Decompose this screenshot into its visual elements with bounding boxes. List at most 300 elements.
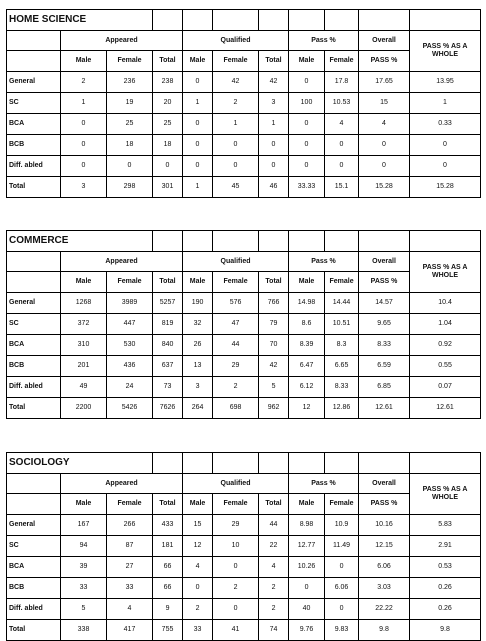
row-label: BCB: [7, 356, 61, 377]
data-cell: 3.03: [359, 578, 410, 599]
header-appeared: Appeared: [61, 252, 183, 272]
data-cell: 755: [153, 620, 183, 641]
header-male: Male: [183, 494, 213, 515]
data-cell: 338: [61, 620, 107, 641]
table-row: [7, 72, 481, 93]
data-cell: 41: [213, 620, 259, 641]
header-female: Female: [213, 51, 259, 72]
header-total: Total: [259, 272, 289, 293]
blank-cell: [7, 494, 61, 515]
blank-cell: [153, 10, 183, 31]
data-cell: 32: [183, 314, 213, 335]
data-cell: 5.83: [410, 515, 481, 536]
data-cell: 0: [410, 135, 481, 156]
header-male: Male: [289, 494, 325, 515]
data-cell: 0: [183, 156, 213, 177]
row-label: General: [7, 72, 61, 93]
data-cell: 0: [183, 72, 213, 93]
data-cell: 10.4: [410, 293, 481, 314]
data-cell: 13.95: [410, 72, 481, 93]
table-row: [7, 135, 481, 156]
row-label: Diff. abled: [7, 156, 61, 177]
data-cell: 5: [61, 599, 107, 620]
blank-cell: [289, 231, 325, 252]
blank-cell: [410, 453, 481, 474]
data-cell: 15: [183, 515, 213, 536]
data-cell: 0.26: [410, 578, 481, 599]
data-cell: 0: [410, 156, 481, 177]
data-cell: 433: [153, 515, 183, 536]
data-cell: 1: [259, 114, 289, 135]
table-row: [7, 114, 481, 135]
data-cell: 0: [107, 156, 153, 177]
data-cell: 0: [213, 557, 259, 578]
table-sociology: [6, 452, 480, 641]
data-cell: 2: [183, 599, 213, 620]
data-cell: 0: [289, 114, 325, 135]
data-cell: 8.39: [289, 335, 325, 356]
row-label: General: [7, 515, 61, 536]
data-cell: 2.91: [410, 536, 481, 557]
header-pass-pct: Pass %: [289, 252, 359, 272]
header-female: Female: [325, 272, 359, 293]
data-cell: 22: [259, 536, 289, 557]
blank-cell: [325, 231, 359, 252]
data-cell: 236: [107, 72, 153, 93]
sub-header-row: [7, 272, 481, 293]
blank-cell: [325, 10, 359, 31]
header-qualified: Qualified: [183, 31, 289, 51]
header-female: Female: [213, 272, 259, 293]
header-pass-pct: Pass %: [289, 31, 359, 51]
data-cell: 9.8: [359, 620, 410, 641]
blank-cell: [183, 231, 213, 252]
header-pass-pct: Pass %: [289, 474, 359, 494]
data-cell: 0: [289, 72, 325, 93]
row-label: BCA: [7, 114, 61, 135]
blank-cell: [410, 231, 481, 252]
data-cell: 3989: [107, 293, 153, 314]
data-cell: 6.06: [325, 578, 359, 599]
data-cell: 10.51: [325, 314, 359, 335]
header-male: Male: [61, 272, 107, 293]
blank-cell: [325, 453, 359, 474]
data-cell: 298: [107, 177, 153, 198]
data-cell: 25: [107, 114, 153, 135]
data-cell: 417: [107, 620, 153, 641]
blank-cell: [359, 231, 410, 252]
header-pass-whole: PASS % AS A WHOLE: [410, 31, 481, 72]
data-cell: 0: [325, 557, 359, 578]
data-cell: 8.3: [325, 335, 359, 356]
results-table: [6, 9, 481, 198]
data-cell: 698: [213, 398, 259, 419]
blank-cell: [359, 453, 410, 474]
data-cell: 962: [259, 398, 289, 419]
data-cell: 372: [61, 314, 107, 335]
header-overall: Overall: [359, 252, 410, 272]
data-cell: 530: [107, 335, 153, 356]
data-cell: 0: [183, 114, 213, 135]
header-overall: Overall: [359, 31, 410, 51]
blank-cell: [289, 453, 325, 474]
table-row: [7, 578, 481, 599]
blank-cell: [359, 10, 410, 31]
data-cell: 4: [359, 114, 410, 135]
row-label: Total: [7, 620, 61, 641]
data-cell: 3: [183, 377, 213, 398]
table-row: [7, 335, 481, 356]
blank-cell: [289, 10, 325, 31]
blank-cell: [7, 474, 61, 494]
data-cell: 10.16: [359, 515, 410, 536]
table-row: [7, 156, 481, 177]
group-header-row: [7, 474, 481, 494]
data-cell: 9.76: [289, 620, 325, 641]
data-cell: 2: [61, 72, 107, 93]
table-home-science: [6, 9, 480, 198]
data-cell: 167: [61, 515, 107, 536]
blank-cell: [7, 31, 61, 51]
data-cell: 4: [325, 114, 359, 135]
data-cell: 0: [183, 578, 213, 599]
data-cell: 15.28: [410, 177, 481, 198]
data-cell: 4: [107, 599, 153, 620]
data-cell: 73: [153, 377, 183, 398]
data-cell: 12: [183, 536, 213, 557]
data-cell: 0: [325, 599, 359, 620]
blank-cell: [213, 10, 259, 31]
header-female: Female: [107, 494, 153, 515]
data-cell: 10.26: [289, 557, 325, 578]
header-female: Female: [325, 494, 359, 515]
data-cell: 0: [259, 156, 289, 177]
data-cell: 6.59: [359, 356, 410, 377]
data-cell: 39: [61, 557, 107, 578]
data-cell: 201: [61, 356, 107, 377]
row-label: Total: [7, 398, 61, 419]
header-total: Total: [153, 494, 183, 515]
data-cell: 10: [213, 536, 259, 557]
row-label: SC: [7, 536, 61, 557]
group-header-row: [7, 252, 481, 272]
data-cell: 40: [289, 599, 325, 620]
data-cell: 17.65: [359, 72, 410, 93]
data-cell: 0: [359, 135, 410, 156]
header-male: Male: [289, 272, 325, 293]
data-cell: 74: [259, 620, 289, 641]
data-cell: 1268: [61, 293, 107, 314]
header-male: Male: [61, 51, 107, 72]
row-label: SC: [7, 314, 61, 335]
data-cell: 15: [359, 93, 410, 114]
data-cell: 2200: [61, 398, 107, 419]
data-cell: 5426: [107, 398, 153, 419]
data-cell: 3: [259, 93, 289, 114]
table-row: [7, 293, 481, 314]
data-cell: 87: [107, 536, 153, 557]
blank-cell: [153, 453, 183, 474]
data-cell: 100: [289, 93, 325, 114]
header-overall-pass: PASS %: [359, 272, 410, 293]
blank-cell: [183, 453, 213, 474]
table-row: [7, 620, 481, 641]
data-cell: 576: [213, 293, 259, 314]
data-cell: 0: [213, 599, 259, 620]
data-cell: 10.9: [325, 515, 359, 536]
table-row: [7, 557, 481, 578]
data-cell: 1: [183, 177, 213, 198]
row-label: SC: [7, 93, 61, 114]
table-title: HOME SCIENCE: [7, 10, 153, 31]
data-cell: 310: [61, 335, 107, 356]
data-cell: 0: [259, 135, 289, 156]
data-cell: 22.22: [359, 599, 410, 620]
table-row: [7, 398, 481, 419]
data-cell: 20: [153, 93, 183, 114]
blank-cell: [183, 10, 213, 31]
header-male: Male: [183, 51, 213, 72]
data-cell: 42: [213, 72, 259, 93]
data-cell: 14.57: [359, 293, 410, 314]
header-total: Total: [259, 51, 289, 72]
header-male: Male: [289, 51, 325, 72]
data-cell: 45: [213, 177, 259, 198]
data-cell: 0: [289, 135, 325, 156]
data-cell: 0.26: [410, 599, 481, 620]
data-cell: 7626: [153, 398, 183, 419]
title-row: [7, 10, 481, 31]
data-cell: 9.8: [410, 620, 481, 641]
data-cell: 13: [183, 356, 213, 377]
table-title: COMMERCE: [7, 231, 153, 252]
table-commerce: [6, 230, 480, 419]
data-cell: 29: [213, 515, 259, 536]
data-cell: 47: [213, 314, 259, 335]
data-cell: 637: [153, 356, 183, 377]
data-cell: 0: [289, 578, 325, 599]
blank-cell: [153, 231, 183, 252]
header-overall-pass: PASS %: [359, 51, 410, 72]
data-cell: 12: [289, 398, 325, 419]
header-qualified: Qualified: [183, 252, 289, 272]
data-cell: 11.49: [325, 536, 359, 557]
data-cell: 2: [259, 578, 289, 599]
data-cell: 2: [213, 377, 259, 398]
data-cell: 8.33: [359, 335, 410, 356]
data-cell: 6.12: [289, 377, 325, 398]
data-cell: 25: [153, 114, 183, 135]
blank-cell: [410, 10, 481, 31]
data-cell: 44: [213, 335, 259, 356]
data-cell: 12.77: [289, 536, 325, 557]
data-cell: 42: [259, 72, 289, 93]
data-cell: 447: [107, 314, 153, 335]
data-cell: 6.06: [359, 557, 410, 578]
data-cell: 19: [107, 93, 153, 114]
data-cell: 27: [107, 557, 153, 578]
data-cell: 0.55: [410, 356, 481, 377]
blank-cell: [213, 453, 259, 474]
data-cell: 18: [107, 135, 153, 156]
header-appeared: Appeared: [61, 474, 183, 494]
data-cell: 766: [259, 293, 289, 314]
data-cell: 24: [107, 377, 153, 398]
header-pass-whole: PASS % AS A WHOLE: [410, 252, 481, 293]
data-cell: 17.8: [325, 72, 359, 93]
blank-cell: [259, 231, 289, 252]
data-cell: 94: [61, 536, 107, 557]
blank-cell: [7, 272, 61, 293]
data-cell: 0.07: [410, 377, 481, 398]
data-cell: 49: [61, 377, 107, 398]
data-cell: 2: [259, 599, 289, 620]
data-cell: 1: [410, 93, 481, 114]
data-cell: 4: [183, 557, 213, 578]
header-total: Total: [153, 272, 183, 293]
data-cell: 12.15: [359, 536, 410, 557]
table-row: [7, 536, 481, 557]
data-cell: 301: [153, 177, 183, 198]
header-total: Total: [259, 494, 289, 515]
data-cell: 0: [61, 135, 107, 156]
data-cell: 6.65: [325, 356, 359, 377]
header-total: Total: [153, 51, 183, 72]
data-cell: 14.44: [325, 293, 359, 314]
data-cell: 1: [213, 114, 259, 135]
data-cell: 0: [325, 135, 359, 156]
data-cell: 12.86: [325, 398, 359, 419]
header-overall: Overall: [359, 474, 410, 494]
row-label: Total: [7, 177, 61, 198]
title-row: [7, 231, 481, 252]
row-label: Diff. abled: [7, 377, 61, 398]
row-label: General: [7, 293, 61, 314]
data-cell: 42: [259, 356, 289, 377]
data-cell: 238: [153, 72, 183, 93]
data-cell: 436: [107, 356, 153, 377]
data-cell: 266: [107, 515, 153, 536]
data-cell: 1: [61, 93, 107, 114]
header-male: Male: [183, 272, 213, 293]
header-appeared: Appeared: [61, 31, 183, 51]
blank-cell: [7, 51, 61, 72]
data-cell: 0: [153, 156, 183, 177]
data-cell: 5257: [153, 293, 183, 314]
data-cell: 12.61: [359, 398, 410, 419]
table-row: [7, 93, 481, 114]
header-qualified: Qualified: [183, 474, 289, 494]
data-cell: 3: [61, 177, 107, 198]
data-cell: 9: [153, 599, 183, 620]
data-cell: 264: [183, 398, 213, 419]
table-row: [7, 377, 481, 398]
data-cell: 8.33: [325, 377, 359, 398]
header-female: Female: [107, 272, 153, 293]
table-row: [7, 177, 481, 198]
data-cell: 79: [259, 314, 289, 335]
data-cell: 6.85: [359, 377, 410, 398]
header-male: Male: [61, 494, 107, 515]
group-header-row: [7, 31, 481, 51]
data-cell: 181: [153, 536, 183, 557]
blank-cell: [259, 10, 289, 31]
data-cell: 1.04: [410, 314, 481, 335]
table-row: [7, 599, 481, 620]
header-female: Female: [213, 494, 259, 515]
data-cell: 9.83: [325, 620, 359, 641]
row-label: BCB: [7, 135, 61, 156]
data-cell: 15.1: [325, 177, 359, 198]
data-cell: 0: [183, 135, 213, 156]
data-cell: 840: [153, 335, 183, 356]
results-table: [6, 230, 481, 419]
row-label: BCA: [7, 557, 61, 578]
data-cell: 12.61: [410, 398, 481, 419]
data-cell: 14.98: [289, 293, 325, 314]
data-cell: 8.6: [289, 314, 325, 335]
sub-header-row: [7, 494, 481, 515]
data-cell: 190: [183, 293, 213, 314]
data-cell: 0: [61, 114, 107, 135]
data-cell: 8.98: [289, 515, 325, 536]
data-cell: 33: [61, 578, 107, 599]
data-cell: 10.53: [325, 93, 359, 114]
results-table: [6, 452, 481, 641]
data-cell: 18: [153, 135, 183, 156]
data-cell: 0.92: [410, 335, 481, 356]
data-cell: 4: [259, 557, 289, 578]
data-cell: 46: [259, 177, 289, 198]
data-cell: 0: [359, 156, 410, 177]
data-cell: 29: [213, 356, 259, 377]
row-label: BCB: [7, 578, 61, 599]
data-cell: 66: [153, 578, 183, 599]
data-cell: 70: [259, 335, 289, 356]
header-female: Female: [325, 51, 359, 72]
data-cell: 1: [183, 93, 213, 114]
header-overall-pass: PASS %: [359, 494, 410, 515]
table-row: [7, 515, 481, 536]
table-title: SOCIOLOGY: [7, 453, 153, 474]
row-label: BCA: [7, 335, 61, 356]
data-cell: 33: [183, 620, 213, 641]
data-cell: 26: [183, 335, 213, 356]
data-cell: 0: [61, 156, 107, 177]
blank-cell: [213, 231, 259, 252]
data-cell: 66: [153, 557, 183, 578]
header-pass-whole: PASS % AS A WHOLE: [410, 474, 481, 515]
blank-cell: [7, 252, 61, 272]
sub-header-row: [7, 51, 481, 72]
data-cell: 6.47: [289, 356, 325, 377]
data-cell: 5: [259, 377, 289, 398]
data-cell: 0: [213, 135, 259, 156]
data-cell: 33: [107, 578, 153, 599]
data-cell: 819: [153, 314, 183, 335]
row-label: Diff. abled: [7, 599, 61, 620]
data-cell: 2: [213, 578, 259, 599]
blank-cell: [259, 453, 289, 474]
table-row: [7, 314, 481, 335]
data-cell: 0.53: [410, 557, 481, 578]
data-cell: 0: [289, 156, 325, 177]
data-cell: 15.28: [359, 177, 410, 198]
data-cell: 2: [213, 93, 259, 114]
data-cell: 33.33: [289, 177, 325, 198]
data-cell: 44: [259, 515, 289, 536]
header-female: Female: [107, 51, 153, 72]
